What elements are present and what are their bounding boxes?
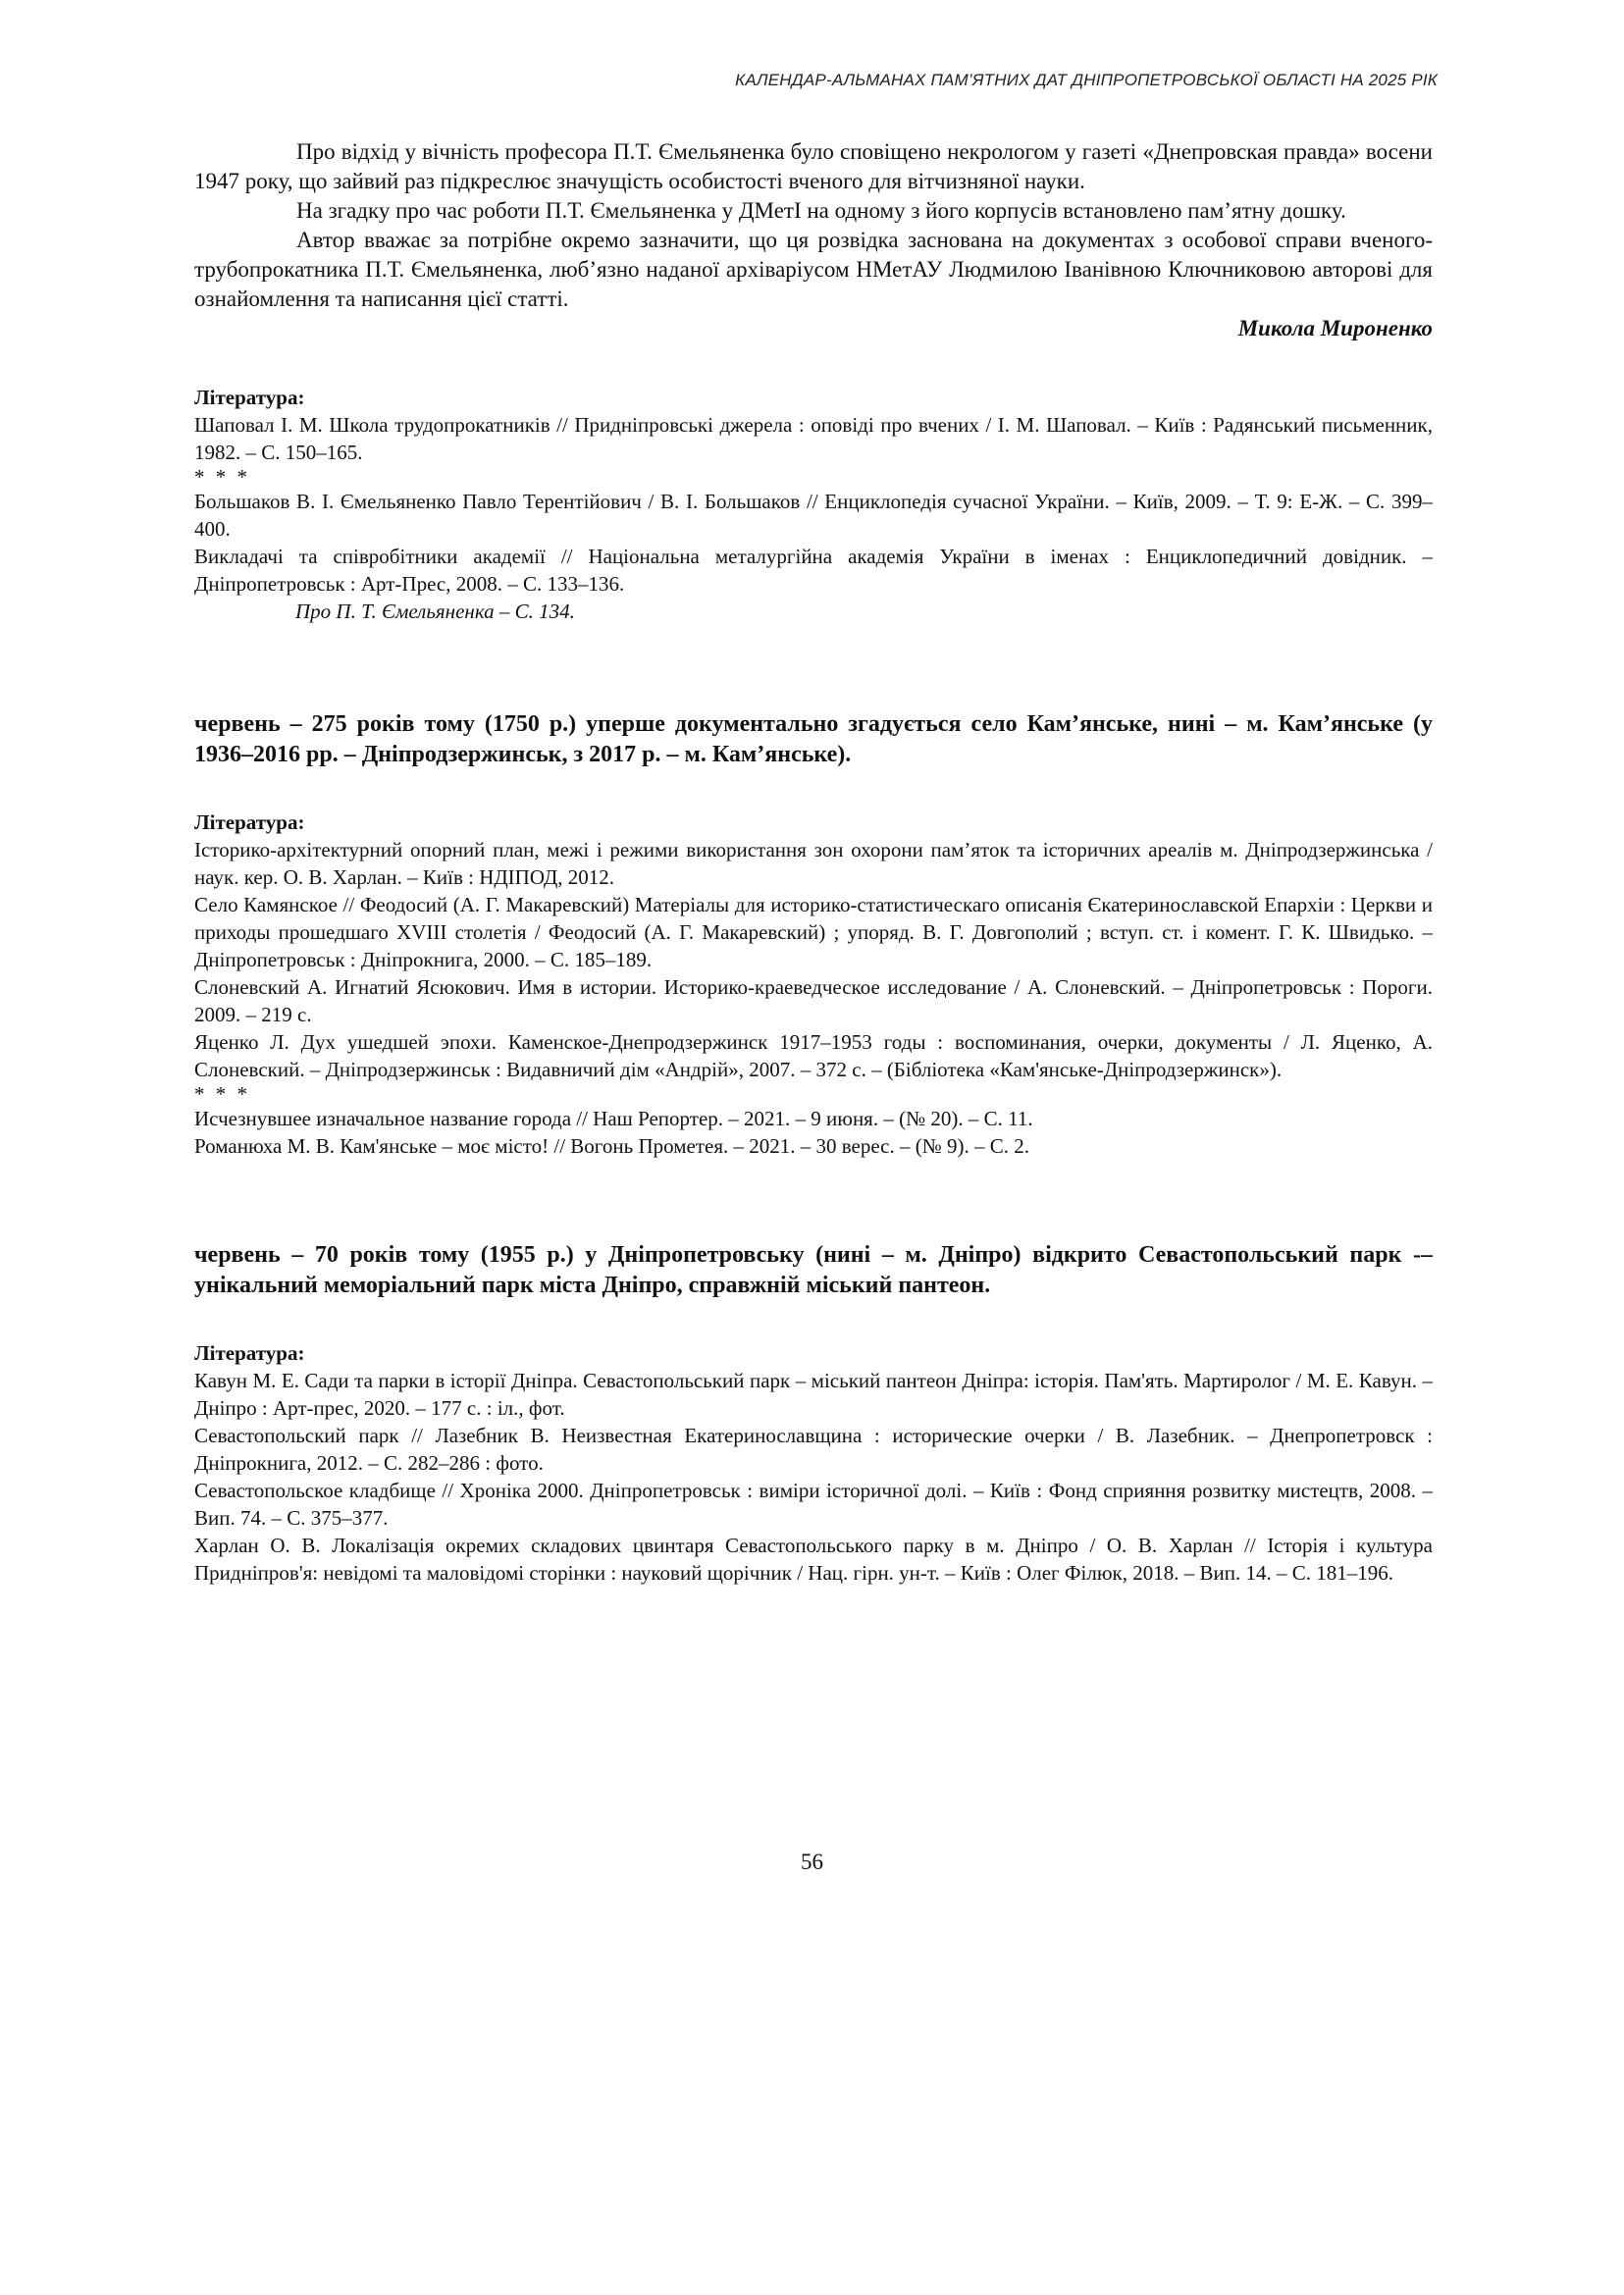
event-heading: червень – 275 років тому (1750 р.) уперше документально згадується село Кам’янське, нині – м. Кам’янське (у 1936–2016 рр. – Дніпродзержинськ, з 2017 р. – м. Кам’янське). [194,711,1433,767]
reference-item: Село Камянское // Феодосий (А. Г. Макаревский) Матеріалы для историко-статистическаго описанія Єкатеринославской Епархіи : Церкви и приходы прошедшаго XVIII столетія / Феодосий (А. Г. Макаревский) ; упоряд. В. Г. Довгополий ; вступ. ст. і комент. Г. К. Швидько. – Дніпропетровськ : Дніпрокнига, 2000. – С. 185–189. [194,893,1433,971]
article-author: Микола Мироненко [1237,316,1433,340]
body-paragraph: На згадку про час роботи П.Т. Ємельяненка у ДМетІ на одному з його корпусів встановлено пам’ятну дошку. [296,198,1346,223]
literature-heading: Література: [194,1341,305,1365]
reference-item: Большаков В. І. Ємельяненко Павло Терентійович / В. І. Большаков // Енциклопедія сучасної України. – Київ, 2009. – Т. 9: Е-Ж. – С. 399–400. [194,490,1433,541]
reference-item: Севастопольский парк // Лазебник В. Неизвестная Екатеринославщина : исторические очерки / В. Лазебник. – Днепропетровск : Дніпрокнига, 2012. – С. 282–286 : фото. [194,1424,1433,1475]
body-paragraph: Автор вважає за потрібне окремо зазначити, що ця розвідка заснована на документах з особової справи вченого-трубопрокатника П.Т. Ємельяненка, люб’язно наданої архіваріусом НМетАУ Людмилою Іванівною Ключниковою авторові для ознайомлення та написання цієї статті. [194,228,1433,311]
event-heading: червень – 70 років тому (1955 р.) у Дніпропетровську (нині – м. Дніпро) відкрито Севастопольський парк -– унікальний меморіальний парк міста Дніпро, справжній міський пантеон. [194,1242,1433,1298]
reference-item: Романюха М. В. Кам'янське – моє місто! // Вогонь Прометея. – 2021. – 30 верес. – (№ 9). – С. 2. [194,1134,1030,1158]
reference-item: Слоневский А. Игнатий Ясюкович. Имя в истории. Историко-краеведческое исследование / А. Слоневский. – Дніпропетровськ : Пороги. 2009. – 219 с. [194,975,1433,1026]
running-header: КАЛЕНДАР-АЛЬМАНАХ ПАМ’ЯТНИХ ДАТ ДНІПРОПЕТРОВСЬКОЇ ОБЛАСТІ НА 2025 РІК [735,71,1438,89]
reference-separator: * * * [194,465,250,489]
reference-item: Шаповал І. М. Школа трудопрокатників // Придніпровські джерела : оповіді про вчених / І. М. Шаповал. – Київ : Радянський письменник, 1982. – С. 150–165. [194,413,1433,464]
reference-note: Про П. Т. Ємельяненка – С. 134. [295,600,575,623]
page-number: 56 [801,1850,823,1874]
reference-item: Викладачі та співробітники академії // Національна металургійна академія України в іменах : Енциклопедичний довідник. – Дніпропетровськ : Арт-Прес, 2008. – С. 133–136. [194,545,1433,596]
page-content [194,137,1433,1587]
reference-item: Кавун М. Е. Сади та парки в історії Дніпра. Севастопольський парк – міський пантеон Дніпра: історія. Пам'ять. Мартиролог / М. Е. Кавун. – Дніпро : Арт-прес, 2020. – 177 с. : іл., фот. [194,1369,1433,1420]
reference-item: Яценко Л. Дух ушедшей эпохи. Каменское-Днепродзержинск 1917–1953 годы : воспоминания, очерки, документы / Л. Яценко, А. Слоневский. – Дніпродзержинськ : Видавничий дім «Андрій», 2007. – 372 с. – (Бібліотека «Кам'янське-Дніпродзержинск»). [194,1030,1433,1081]
reference-separator: * * * [194,1082,250,1106]
literature-heading: Література: [194,386,305,409]
reference-item: Исчезнувшее изначальное название города // Наш Репортер. – 2021. – 9 июня. – (№ 20). – С. 11. [194,1107,1033,1130]
body-paragraph: Про відхід у вічність професора П.Т. Ємельяненка було сповіщено некрологом у газеті «Днепровская правда» восени 1947 року, що зайвий раз підкреслює значущість особистості вченого для вітчизняної науки. [194,139,1433,193]
literature-heading: Література: [194,810,305,834]
reference-item: Харлан О. В. Локалізація окремих складових цвинтаря Севастопольського парку в м. Дніпро / О. В. Харлан // Історія і культура Придніпров'я: невідомі та маловідомі сторінки : науковий щорічник / Нац. гірн. ун-т. – Київ : Олег Філюк, 2018. – Вип. 14. – С. 181–196. [194,1534,1433,1585]
reference-item: Історико-архітектурний опорний план, межі і режими використання зон охорони пам’яток та історичних ареалів м. Дніпродзержинська / наук. кер. О. В. Харлан. – Київ : НДІПОД, 2012. [194,838,1433,889]
reference-item: Севастопольское кладбище // Хроніка 2000. Дніпропетровськ : виміри історичної долі. – Київ : Фонд сприяння розвитку мистецтв, 2008. – Вип. 74. – С. 375–377. [194,1479,1433,1530]
